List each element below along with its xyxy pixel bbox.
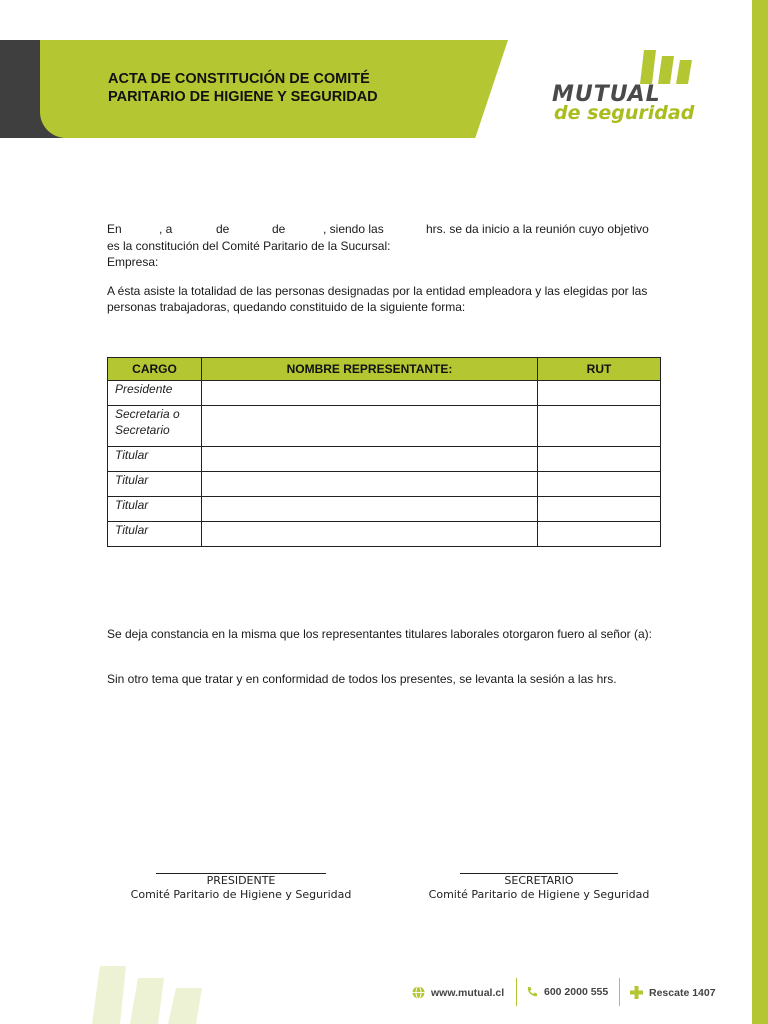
signature-org: Comité Paritario de Higiene y Seguridad — [428, 888, 650, 901]
signature-secretary — [410, 862, 668, 902]
signature-org: Comité Paritario de Higiene y Seguridad — [130, 888, 352, 901]
signature-role: PRESIDENTE — [206, 874, 276, 887]
logo-tagline: de seguridad — [554, 102, 695, 124]
title-line-1: ACTA DE CONSTITUCIÓN DE COMITÉ — [108, 71, 370, 87]
table-row — [108, 472, 661, 497]
footer-website-label: www.mutual.cl — [431, 986, 505, 999]
footer-phone-label: 600 2000 555 — [544, 986, 609, 998]
right-green-stripe — [752, 0, 768, 1024]
document-title — [108, 70, 438, 106]
rut-cell[interactable] — [538, 522, 661, 547]
nombre-cell[interactable] — [202, 381, 538, 406]
header-nombre: NOMBRE REPRESENTANTE: — [202, 358, 538, 381]
header-cargo: CARGO — [108, 358, 202, 381]
intro-word-a: , a — [159, 222, 173, 236]
phone-icon — [526, 986, 538, 998]
rut-cell[interactable] — [538, 472, 661, 497]
intro-word-hrs: hrs. se da inicio a la reunión cuyo objetivo — [426, 222, 649, 236]
nombre-cell[interactable] — [202, 447, 538, 472]
signature-president — [110, 862, 372, 902]
intro-word-de1: de — [216, 222, 230, 236]
cargo-cell: Presidente — [108, 381, 202, 406]
nombre-cell[interactable] — [202, 472, 538, 497]
table-row — [108, 497, 661, 522]
cargo-cell: Titular — [108, 472, 202, 497]
intro-line-2: es la constitución del Comité Paritario de la Sucursal: — [107, 239, 391, 253]
intro-line-3: Empresa: — [107, 255, 159, 269]
footer-divider — [516, 978, 517, 1006]
mutual-logo — [552, 48, 712, 128]
nombre-cell[interactable] — [202, 406, 538, 447]
cargo-cell: Titular — [108, 447, 202, 472]
nombre-cell[interactable] — [202, 522, 538, 547]
cierre-paragraph: Sin otro tema que tratar y en conformidad de todos los presentes, se levanta la sesión a las hrs. — [107, 672, 617, 686]
rut-cell[interactable] — [538, 497, 661, 522]
intro-word-en: En — [107, 222, 122, 236]
representatives-table — [107, 357, 661, 547]
intro-word-de2: de — [272, 222, 286, 236]
footer-rescate[interactable] — [630, 986, 716, 999]
rut-cell[interactable] — [538, 406, 661, 447]
signature-role: SECRETARIO — [504, 874, 574, 887]
cargo-cell: Secretaria o Secretario — [108, 406, 202, 447]
footer-divider — [619, 978, 620, 1006]
table-row — [108, 381, 661, 406]
footer-logo-watermark — [90, 960, 240, 1024]
footer-rescate-label: Rescate 1407 — [649, 986, 716, 999]
header-rut: RUT — [538, 358, 661, 381]
table-row — [108, 406, 661, 447]
table-header-row — [108, 358, 661, 381]
cargo-cell: Titular — [108, 497, 202, 522]
footer-website[interactable] — [412, 986, 504, 999]
cross-icon — [630, 986, 643, 999]
rut-cell[interactable] — [538, 381, 661, 406]
attendance-paragraph: A ésta asiste la totalidad de las personas designadas por la entidad empleadora y las elegidas por las personas trabajadoras, quedando constituido de la siguiente forma: — [107, 284, 648, 314]
table-row — [108, 447, 661, 472]
cargo-cell: Titular — [108, 522, 202, 547]
table-row — [108, 522, 661, 547]
rut-cell[interactable] — [538, 447, 661, 472]
logo-wordmark: MUTUAL — [552, 82, 661, 107]
nombre-cell[interactable] — [202, 497, 538, 522]
title-line-2: PARITARIO DE HIGIENE Y SEGURIDAD — [108, 89, 378, 105]
constancia-paragraph: Se deja constancia en la misma que los representantes titulares laborales otorgaron fuero al señor (a): — [107, 627, 652, 641]
intro-line-1 — [107, 222, 661, 238]
intro-word-siendo: , siendo las — [323, 222, 384, 236]
footer-phone[interactable] — [526, 986, 608, 998]
globe-icon — [412, 986, 425, 999]
